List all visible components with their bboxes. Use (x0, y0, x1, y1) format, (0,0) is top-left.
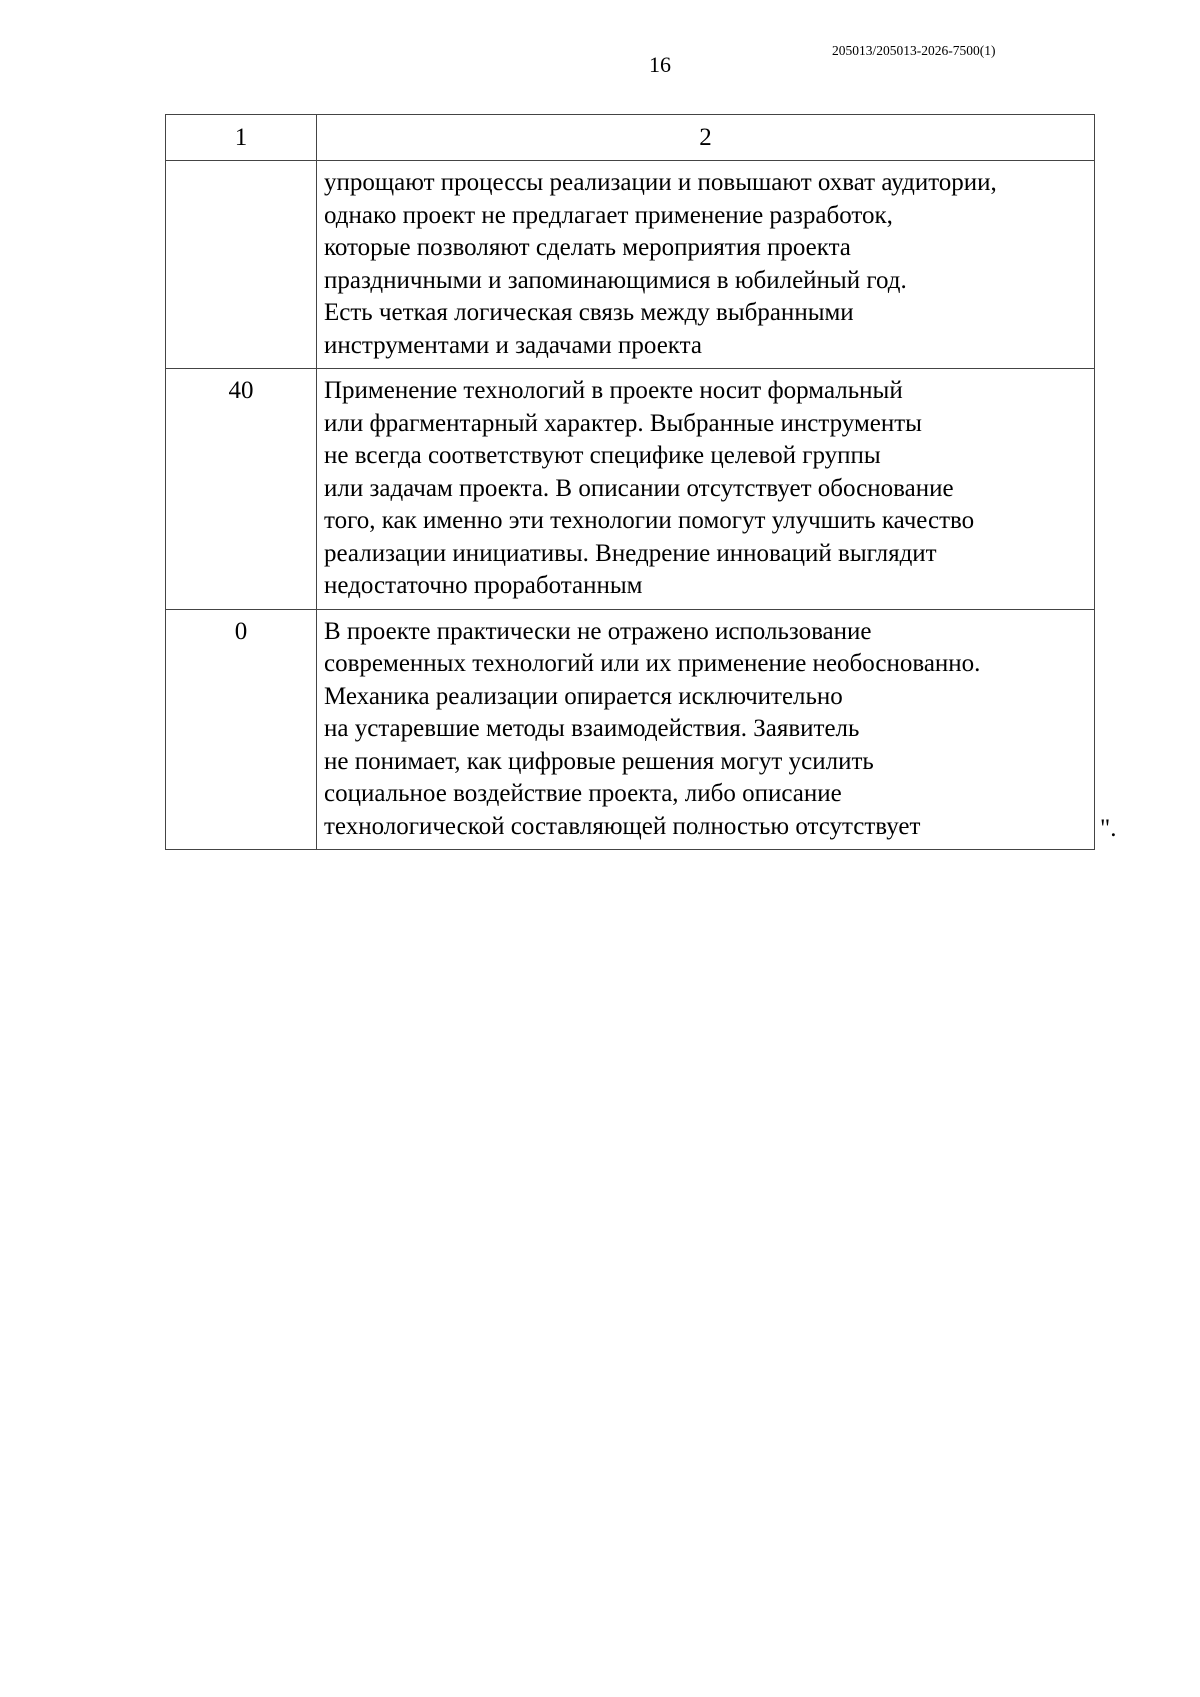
description-cell (317, 161, 1095, 369)
score-cell (166, 161, 317, 369)
description-cell (317, 369, 1095, 610)
description-line: или фрагментарный характер. Выбранные инструменты (324, 409, 922, 437)
description-line: реализации инициативы. Внедрение инноваций выглядит (324, 539, 937, 567)
score-cell: 40 (166, 369, 317, 610)
description-line: Механика реализации опирается исключительно (324, 682, 843, 710)
description-line: на устаревшие методы взаимодействия. Заявитель (324, 715, 860, 742)
description-line: упрощают процессы реализации и повышают охват аудитории, (324, 169, 997, 196)
description-line: Применение технологий в проекте носит формальный (324, 377, 903, 404)
description-line: инструментами и задачами проекта (324, 331, 702, 359)
score-cell: 0 (166, 609, 317, 850)
description-line: технологической составляющей полностью отсутствует (324, 812, 921, 840)
table-row (166, 161, 1095, 369)
table-row (166, 609, 1095, 850)
column-header-1: 1 (166, 115, 317, 161)
description-line: или задачам проекта. В описании отсутствует обоснование (324, 474, 954, 502)
description-line: однако проект не предлагает применение разработок, (324, 201, 893, 229)
closing-quote-mark: ". (1100, 815, 1117, 842)
description-line: недостаточно проработанным (324, 572, 643, 599)
page-number-text: 16 (649, 52, 671, 77)
description-line: В проекте практически не отражено использование (324, 617, 872, 645)
description-cell (317, 609, 1095, 850)
table-row (166, 369, 1095, 610)
document-code: 205013/205013-2026-7500(1) (832, 43, 996, 58)
criteria-table (165, 114, 1095, 850)
description-line: того, как именно эти технологии помогут улучшить качество (324, 507, 975, 534)
table-header-row (166, 115, 1095, 161)
description-line: не понимает, как цифровые решения могут усилить (324, 747, 874, 775)
description-line: Есть четкая логическая связь между выбранными (324, 299, 854, 326)
column-header-2: 2 (317, 115, 1095, 161)
description-line: социальное воздействие проекта, либо описание (324, 780, 842, 807)
description-line: которые позволяют сделать мероприятия проекта (324, 234, 851, 261)
description-line: современных технологий или их применение необоснованно. (324, 650, 981, 677)
description-line: праздничными и запоминающимися в юбилейный год. (324, 266, 907, 294)
description-line: не всегда соответствуют специфике целевой группы (324, 442, 881, 469)
